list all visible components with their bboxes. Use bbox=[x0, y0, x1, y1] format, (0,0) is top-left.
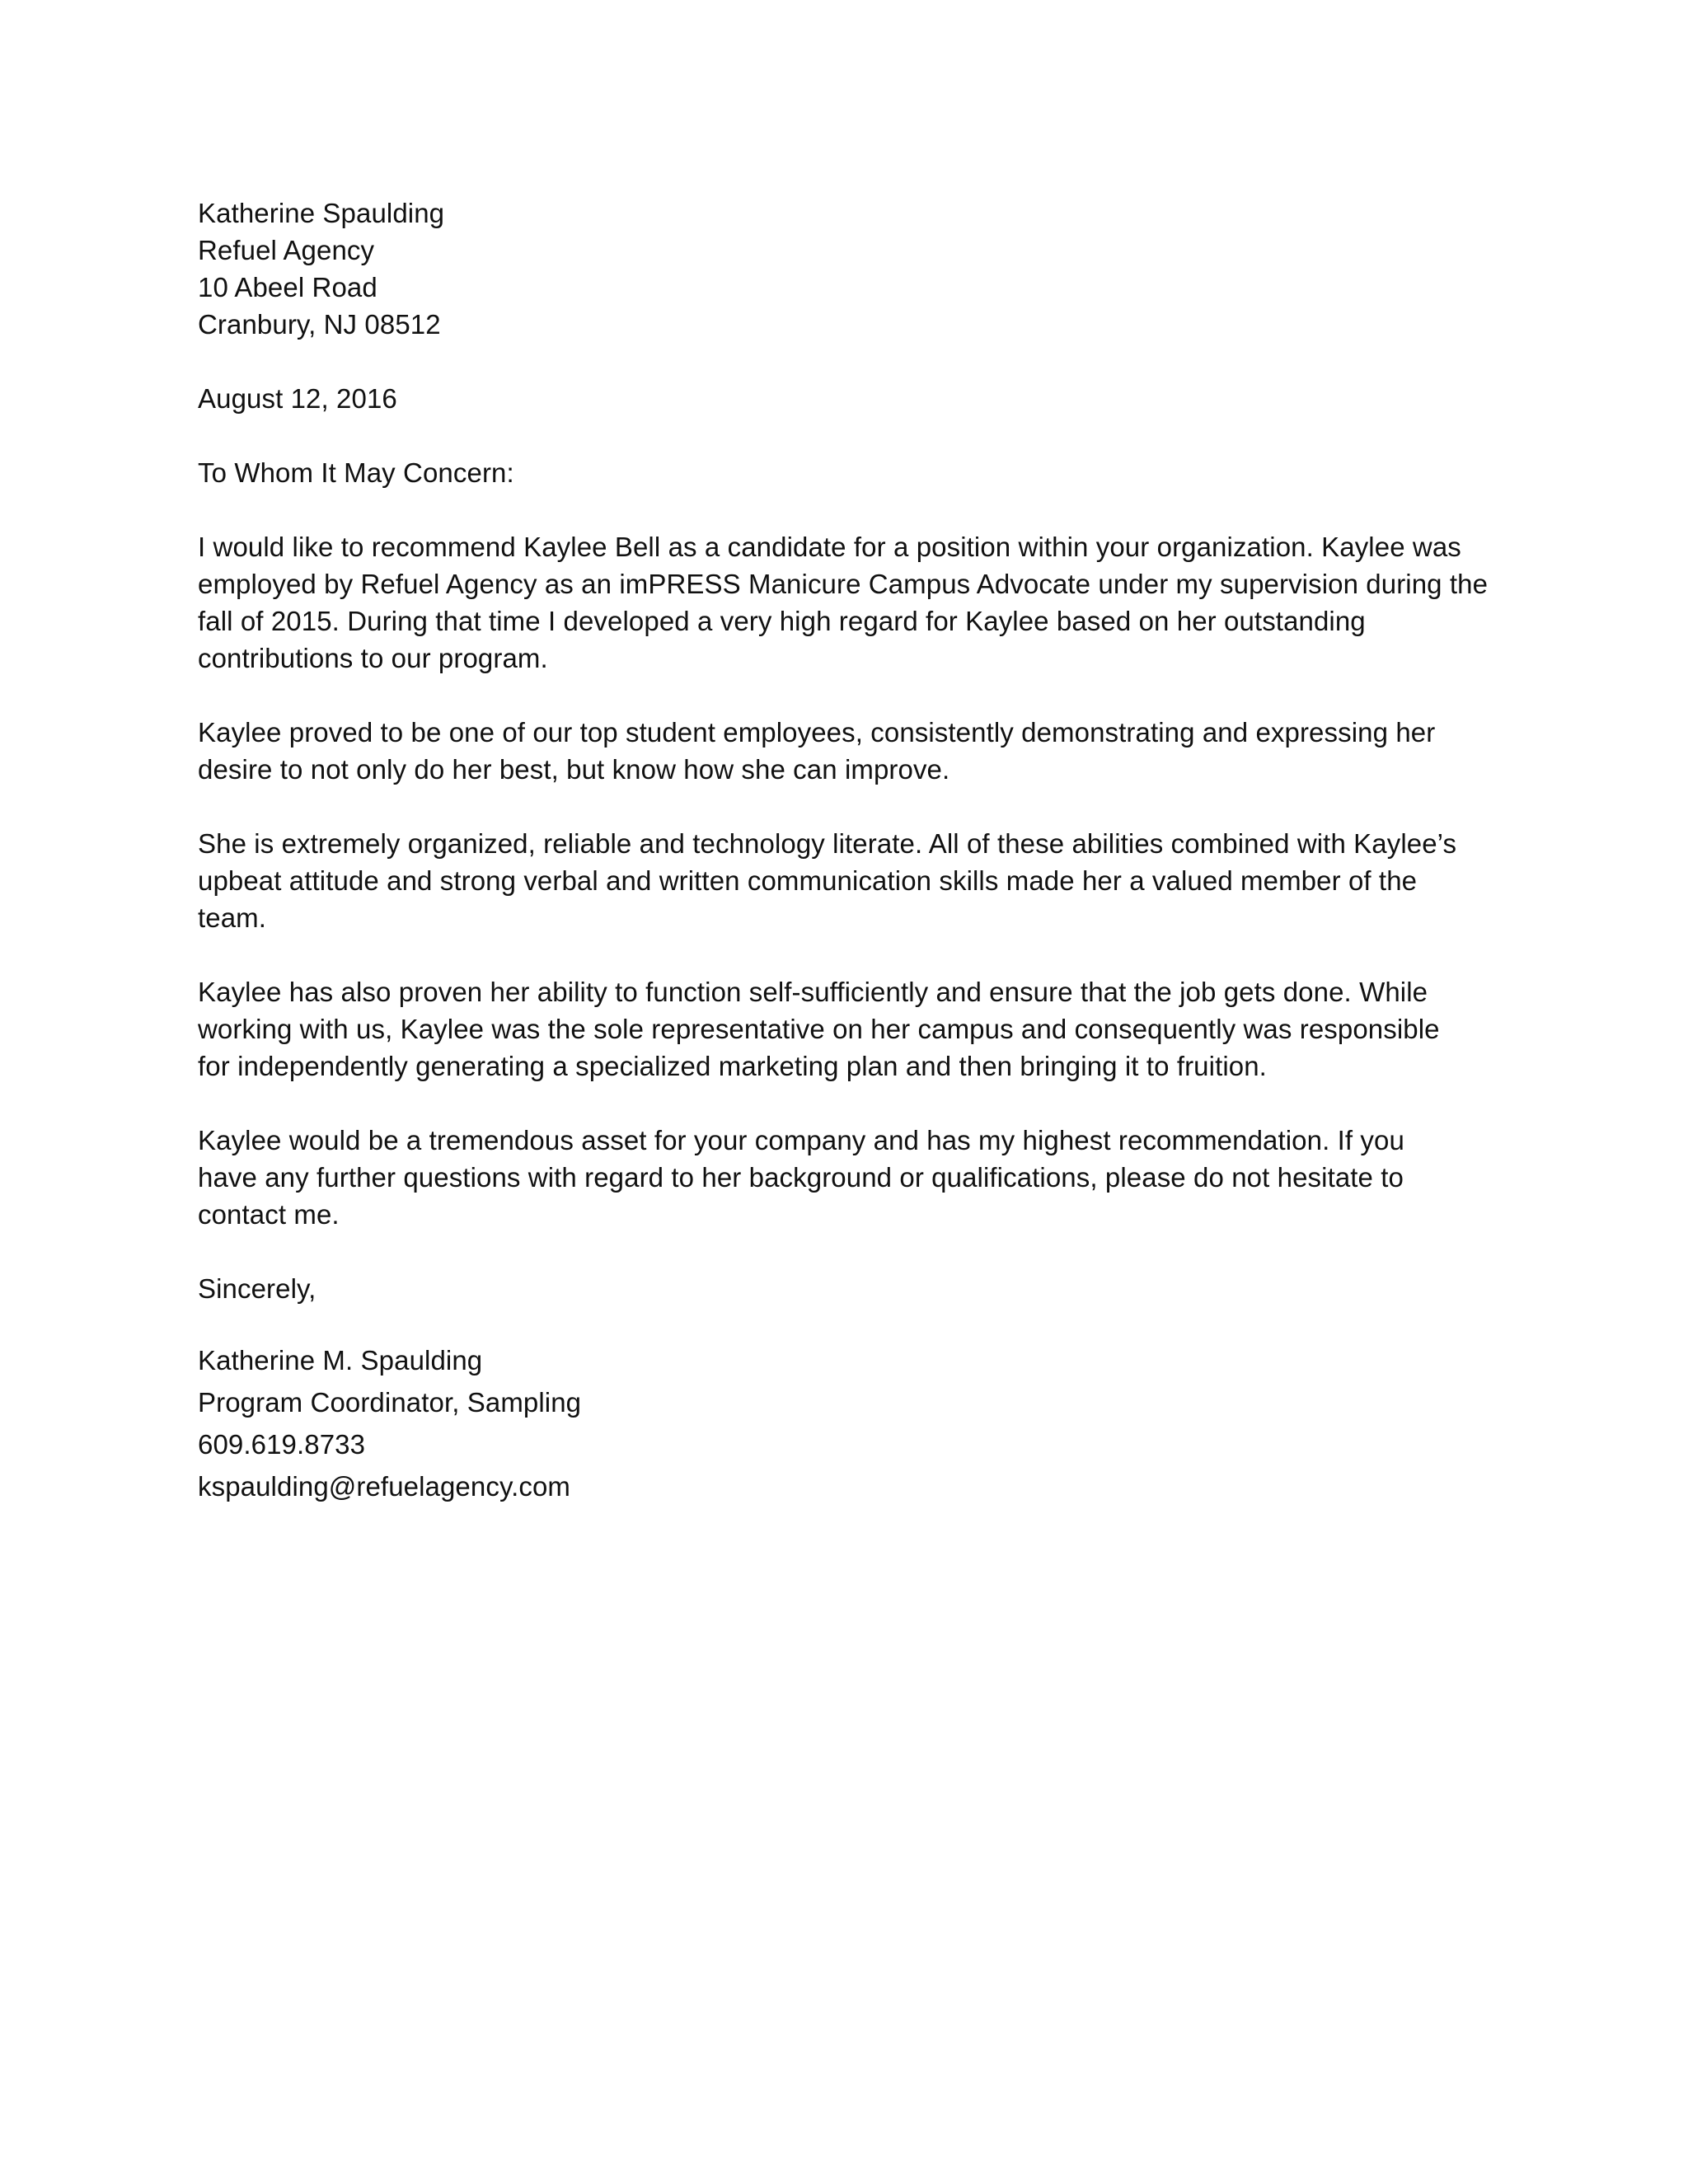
letter-date: August 12, 2016 bbox=[198, 383, 397, 414]
paragraph-line: team. bbox=[198, 902, 267, 933]
salutation: To Whom It May Concern: bbox=[198, 457, 514, 488]
paragraph-line: Kaylee has also proven her ability to function self-sufficiently and ensure that the job gets done. While bbox=[198, 977, 1428, 1007]
sender-street: 10 Abeel Road bbox=[198, 272, 377, 302]
paragraph-line: contact me. bbox=[198, 1199, 340, 1230]
closing-block bbox=[198, 1270, 1500, 1307]
closing: Sincerely, bbox=[198, 1273, 316, 1304]
paragraph-line: employed by Refuel Agency as an imPRESS Manicure Campus Advocate under my supervision during the bbox=[198, 569, 1489, 599]
paragraph-line: I would like to recommend Kaylee Bell as a candidate for a position within your organization. Kaylee was bbox=[198, 532, 1461, 562]
paragraph-line: fall of 2015. During that time I developed a very high regard for Kaylee based on her outstanding bbox=[198, 606, 1366, 636]
recommendation-letter bbox=[198, 194, 1500, 1507]
letter-date-block bbox=[198, 380, 1500, 417]
paragraph-line: for independently generating a specialized marketing plan and then bringing it to fruition. bbox=[198, 1051, 1267, 1081]
sender-address bbox=[198, 194, 1500, 343]
signature-email: kspaulding@refuelagency.com bbox=[198, 1471, 571, 1502]
paragraph-line: working with us, Kaylee was the sole representative on her campus and consequently was responsible bbox=[198, 1014, 1440, 1044]
paragraph-2 bbox=[198, 714, 1500, 788]
paragraph-line: contributions to our program. bbox=[198, 643, 548, 673]
signature-name: Katherine M. Spaulding bbox=[198, 1345, 483, 1376]
paragraph-1 bbox=[198, 528, 1500, 677]
paragraph-line: desire to not only do her best, but know how she can improve. bbox=[198, 754, 950, 785]
paragraph-4 bbox=[198, 973, 1500, 1085]
sender-city-state-zip: Cranbury, NJ 08512 bbox=[198, 309, 441, 340]
signature-block bbox=[198, 1339, 1500, 1507]
paragraph-line: Kaylee would be a tremendous asset for your company and has my highest recommendation. If you bbox=[198, 1125, 1404, 1155]
signature-phone: 609.619.8733 bbox=[198, 1429, 366, 1460]
paragraph-3 bbox=[198, 825, 1500, 936]
paragraph-line: have any further questions with regard to her background or qualifications, please do not hesitate to bbox=[198, 1162, 1404, 1193]
sender-organization: Refuel Agency bbox=[198, 235, 375, 265]
signature-title: Program Coordinator, Sampling bbox=[198, 1387, 582, 1418]
paragraph-line: upbeat attitude and strong verbal and written communication skills made her a valued member of the bbox=[198, 865, 1418, 896]
salutation-block bbox=[198, 454, 1500, 491]
paragraph-line: Kaylee proved to be one of our top student employees, consistently demonstrating and expressing her bbox=[198, 717, 1436, 748]
sender-name: Katherine Spaulding bbox=[198, 198, 445, 228]
paragraph-5 bbox=[198, 1122, 1500, 1233]
paragraph-line: She is extremely organized, reliable and technology literate. All of these abilities combined with Kaylee’s bbox=[198, 828, 1457, 859]
